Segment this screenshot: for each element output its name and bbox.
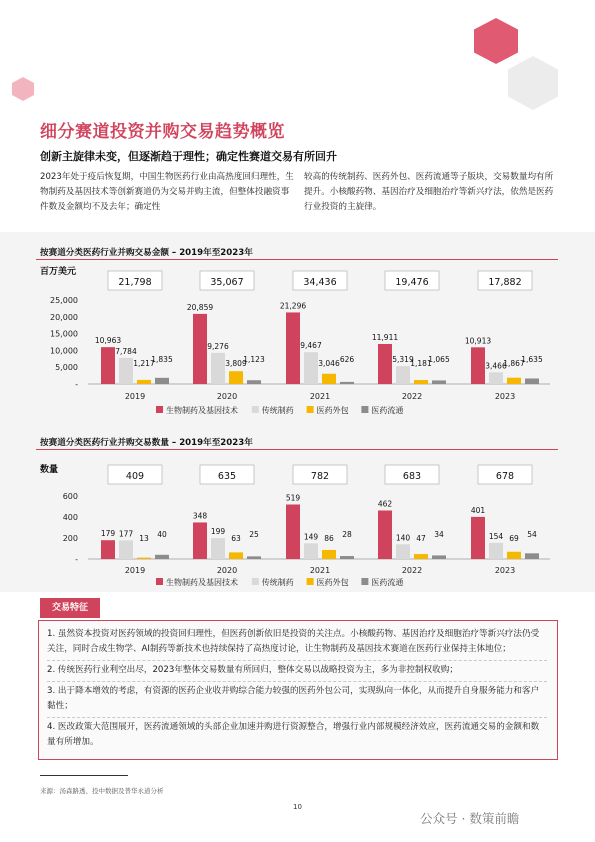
bar (378, 344, 392, 384)
bar (119, 358, 133, 384)
decor-hexagon-small (12, 77, 34, 101)
bar-value-label: 149 (303, 532, 319, 542)
y-tick-label: 600 (62, 492, 78, 501)
x-tick-label: 2021 (309, 392, 331, 401)
legend-swatch (361, 578, 368, 585)
bar (193, 522, 207, 559)
bar-value-label: 9,276 (207, 341, 229, 351)
bar-value-label: 21,296 (279, 301, 307, 311)
y-tick-label: - (75, 555, 78, 564)
bar-value-label: 179 (100, 529, 116, 539)
bar (247, 380, 261, 384)
bar (286, 505, 300, 559)
bar (471, 517, 485, 559)
legend-swatch (252, 578, 259, 585)
legend-swatch (156, 406, 163, 413)
bar-value-label: 154 (488, 531, 504, 541)
bar (137, 558, 151, 559)
bar-value-label: 86 (324, 534, 334, 543)
bar (101, 347, 115, 384)
bar (396, 366, 410, 384)
bar (507, 552, 521, 559)
bar-value-label: 13 (139, 534, 149, 543)
bar (471, 347, 485, 384)
legend-label: 传统制药 (261, 578, 294, 587)
feature-item: 2. 传统医药行业利空出尽，2023年整体交易数量有所回归，整体交易以战略投资为主，多为非控制权收购； (47, 661, 547, 682)
bar (507, 378, 521, 384)
chart-title-rule (36, 259, 558, 260)
bar (304, 543, 318, 559)
bar (119, 540, 133, 559)
bar-value-label: 10,963 (94, 336, 122, 346)
bar (286, 312, 300, 384)
intro-paragraph-right: 较高的传统制药、医药外包、医药流通等子版块，交易数量均有所提升。小核酸药物、基因治疗及细胞治疗等新兴疗法，依然是医药行业投资的主旋律。 (304, 172, 554, 212)
bar (211, 538, 225, 559)
y-tick-label: - (75, 380, 78, 389)
bar-value-label: 54 (527, 530, 537, 539)
total-label: 19,476 (395, 277, 429, 288)
y-tick-label: 5,000 (55, 363, 78, 373)
x-tick-label: 2023 (494, 392, 516, 401)
bar-value-label: 401 (470, 505, 486, 515)
bar (378, 510, 392, 559)
y-tick-label: 15,000 (50, 329, 78, 339)
bar (155, 555, 169, 559)
legend-swatch (361, 406, 368, 413)
bar (414, 554, 428, 559)
chart-title-amount: 按赛道分类医药行业并购交易金额 – 2019年至2023年 (40, 248, 253, 258)
bar-value-label: 47 (416, 534, 426, 543)
bar (525, 553, 539, 559)
bar-value-label: 519 (285, 493, 301, 503)
legend-label: 生物制药及基因技术 (166, 578, 238, 587)
x-tick-label: 2022 (401, 566, 423, 575)
bar-value-label: 69 (509, 534, 519, 543)
bar-value-label: 25 (249, 530, 259, 539)
bar (211, 353, 225, 384)
bar (396, 544, 410, 559)
bar (432, 555, 446, 559)
page-subtitle: 创新主旋律未变，但逐渐趋于理性；确定性赛道交易有所回升 (40, 150, 337, 163)
y-tick-label: 10,000 (50, 346, 78, 356)
x-tick-label: 2020 (216, 566, 238, 575)
legend-label: 医药流通 (371, 578, 404, 587)
watermark-text: 公众号 · 数策前瞻 (420, 811, 520, 826)
bar-value-label: 1,835 (151, 355, 173, 364)
x-tick-label: 2019 (124, 392, 146, 401)
bar-value-label: 177 (118, 529, 134, 539)
bar-value-label: 1,635 (521, 355, 543, 364)
bar-value-label: 28 (342, 530, 352, 539)
bar (414, 380, 428, 384)
amount-bar-chart (0, 262, 595, 426)
bar-value-label: 3,466 (485, 361, 507, 371)
legend-label: 医药流通 (371, 406, 404, 415)
bar (137, 380, 151, 384)
chart-title-rule (36, 449, 558, 450)
x-tick-label: 2019 (124, 566, 146, 575)
bar (489, 372, 503, 384)
bar-value-label: 40 (157, 530, 167, 539)
bar-value-label: 626 (339, 355, 355, 364)
total-label: 17,882 (488, 277, 522, 288)
bar-value-label: 1,123 (243, 355, 265, 364)
bar-value-label: 20,859 (186, 302, 214, 312)
chart-title-count: 按赛道分类医药行业并购交易数量 – 2019年至2023年 (40, 438, 253, 448)
bar-value-label: 11,911 (371, 332, 399, 342)
bar-value-label: 199 (210, 527, 226, 537)
bar-value-label: 34 (434, 530, 444, 539)
legend-swatch (307, 578, 314, 585)
decor-hexagon-grey (508, 56, 558, 110)
deal-features-box (38, 620, 558, 760)
y-tick-label: 25,000 (50, 296, 78, 305)
y-tick-label: 200 (62, 534, 78, 543)
bar-value-label: 1,217 (133, 359, 155, 368)
bar (101, 540, 115, 559)
total-label: 635 (217, 471, 237, 482)
total-label: 683 (402, 471, 422, 482)
total-label: 678 (495, 471, 515, 482)
bar (229, 552, 243, 559)
y-tick-label: 20,000 (50, 312, 78, 322)
x-tick-label: 2020 (216, 392, 238, 401)
total-label: 782 (310, 471, 330, 482)
legend-swatch (307, 406, 314, 413)
total-label: 409 (125, 471, 145, 482)
bar (247, 556, 261, 559)
bar (155, 378, 169, 384)
bar-value-label: 63 (231, 534, 241, 543)
bar-value-label: 1,181 (410, 359, 432, 368)
bar-value-label: 348 (192, 511, 208, 521)
bar-value-label: 3,046 (318, 359, 340, 368)
total-label: 21,798 (118, 277, 152, 288)
count-bar-chart (0, 452, 595, 594)
page-number: 10 (293, 803, 302, 811)
bar (525, 379, 539, 384)
source-divider (40, 775, 128, 776)
feature-item: 4. 医改政策大范围展开，医药流通领域的头部企业加速并购进行资源整合，增强行业内部规模经济效应，医药流通交易的金额和数量有所增加。 (47, 722, 540, 747)
total-label: 35,067 (210, 277, 244, 288)
bar (304, 352, 318, 384)
bar-value-label: 462 (377, 499, 393, 509)
y-tick-label: 400 (62, 513, 78, 522)
bar-value-label: 140 (395, 533, 411, 543)
source-note: 来源：汤森路透、投中数据及普华永道分析 (40, 787, 164, 795)
legend-swatch (156, 578, 163, 585)
feature-item: 1. 虽然资本投资对医药领域的投资回归理性，但医药创新依旧是投资的关注点。小核酸药物、基因治疗及细胞治疗等新兴疗法仍受关注，同时合成生物学、AI制药等新技术也持续保持了高热度讨论，让生物制药及基因技术赛道在医药行业保持主体地位； (47, 625, 547, 661)
bar (322, 550, 336, 559)
bar-value-label: 9,467 (300, 341, 322, 351)
bar (340, 556, 354, 559)
bar-value-label: 1,065 (428, 355, 450, 364)
bar (432, 380, 446, 384)
bar (340, 382, 354, 384)
x-tick-label: 2022 (401, 392, 423, 401)
total-label: 34,436 (303, 277, 337, 288)
bar-value-label: 1,867 (503, 359, 525, 368)
page-title: 细分赛道投资并购交易趋势概览 (40, 122, 285, 142)
y-axis-label: 数量 (40, 465, 59, 475)
legend-label: 医药外包 (316, 406, 349, 415)
feature-item: 3. 出于降本增效的考虑，有资源的医药企业收并购综合能力较强的医药外包公司，实现纵向一体化，从而提升自身服务能力和客户黏性； (47, 682, 547, 718)
legend-label: 传统制药 (261, 406, 294, 415)
bar (322, 374, 336, 384)
bar-value-label: 3,809 (225, 359, 247, 368)
bar (489, 543, 503, 559)
bar (229, 371, 243, 384)
bar-value-label: 10,913 (464, 336, 492, 346)
legend-label: 医药外包 (316, 578, 349, 587)
bar-value-label: 7,784 (115, 346, 137, 356)
bar (193, 314, 207, 384)
y-axis-label: 百万美元 (40, 267, 77, 277)
x-tick-label: 2021 (309, 566, 331, 575)
legend-swatch (252, 406, 259, 413)
legend-label: 生物制药及基因技术 (166, 406, 238, 415)
bar-value-label: 5,319 (392, 355, 414, 365)
section-badge-deal-features: 交易特征 (40, 598, 100, 618)
x-tick-label: 2023 (494, 566, 516, 575)
intro-paragraph-left: 2023年处于疫后恢复期，中国生物医药行业由高热度回归理性，生物制药及基因技术等创新赛道仍为交易并购主流，但整体投融资事件数及金额均不及去年；确定性 (40, 172, 294, 212)
